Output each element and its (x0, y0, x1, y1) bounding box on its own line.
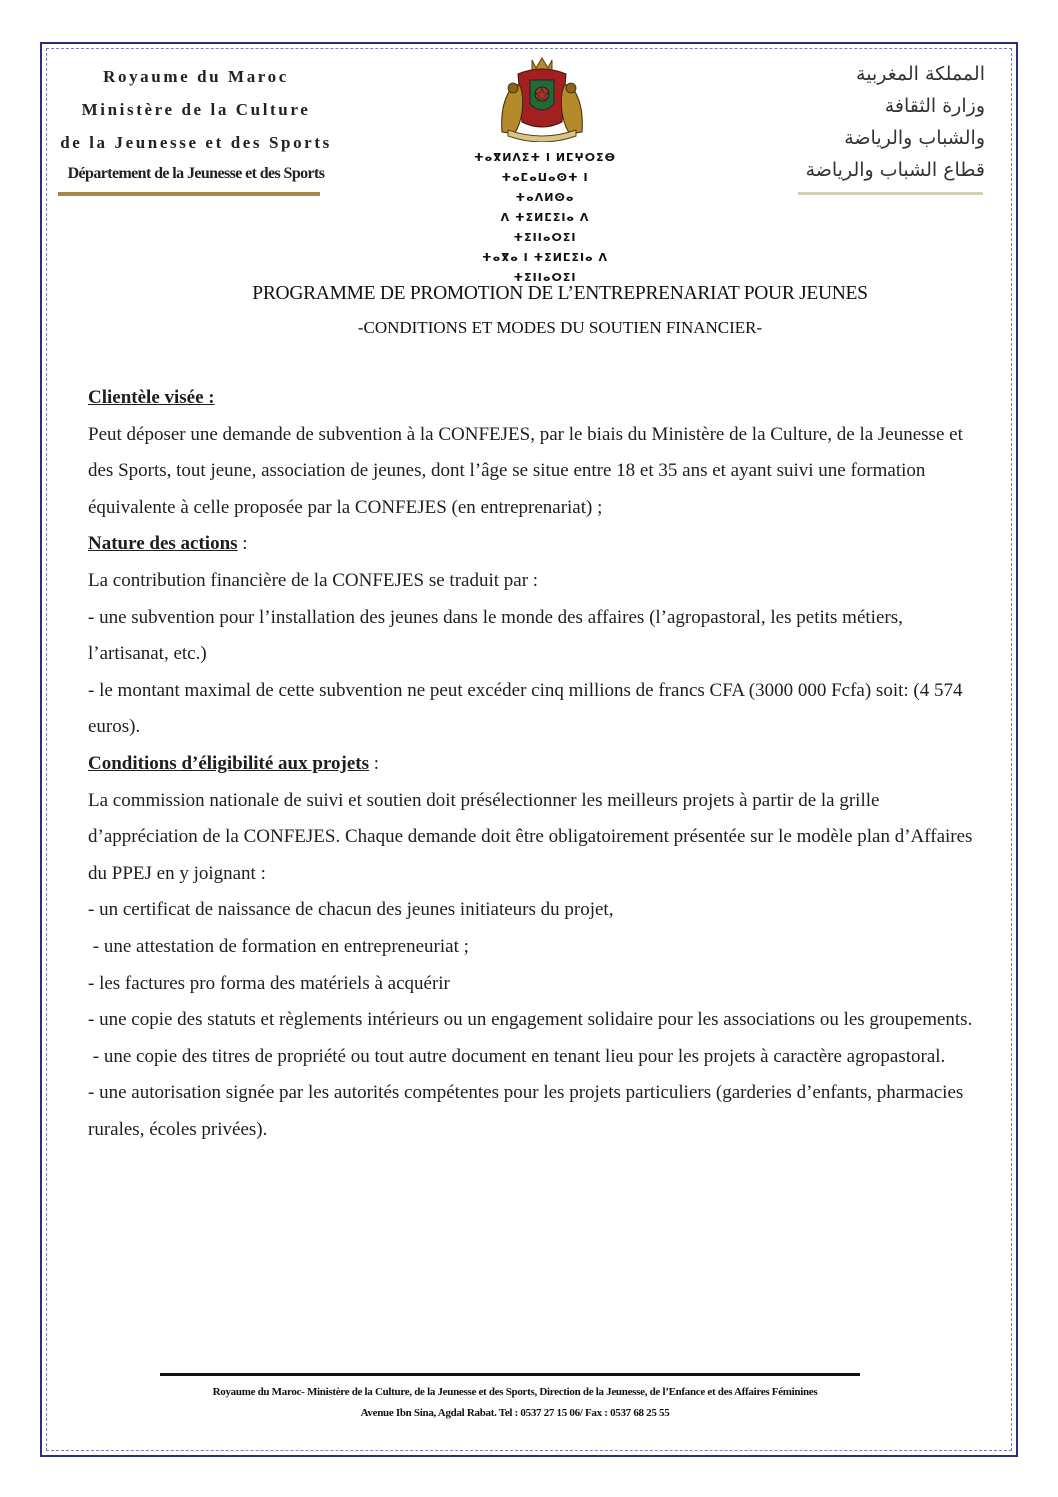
header-right-line-4: قطاع الشباب والرياضة (805, 159, 985, 181)
list-item: - un certificat de naissance de chacun des jeunes initiateurs du projet, (88, 899, 614, 921)
header-tifinagh (470, 148, 620, 288)
tifinagh-line-3: ⴷ ⵜⵉⵍⵎⵉⵏⴰ ⴷ ⵜⵉⵏⵏⴰⵔⵉⵏ (500, 211, 590, 244)
header-left (58, 60, 334, 189)
list-item: - le montant maximal de cette subvention ne peut excéder cinq millions de francs CFA (3000 000 Fcfa) soit: (4 574 euros). (88, 679, 963, 738)
header-left-rule (58, 192, 320, 196)
footer-rule (160, 1373, 860, 1376)
document-body (88, 380, 973, 1148)
section-heading-conditions (88, 746, 973, 783)
document-subtitle: -CONDITIONS ET MODES DU SOUTIEN FINANCIER- (357, 318, 763, 337)
paragraph-conditions-intro: La commission nationale de suivi et soutien doit présélectionner les meilleurs projets à partir de la grille d’appréciation de la CONFEJES. Chaque demande doit être obligatoirement présentée sur le modèle plan d’Affaires du PPEJ en y joignant : (88, 789, 973, 884)
header-left-line-3: de la Jeunesse et des Sports (60, 133, 332, 152)
header-right-line-2: وزارة الثقافة (884, 95, 985, 117)
section-heading-clientele (88, 380, 973, 417)
list-item: - une copie des statuts et règlements intérieurs ou un engagement solidaire pour les associations ou les groupements. (88, 1009, 973, 1031)
heading-conditions-suffix: : (368, 752, 380, 774)
header-left-line-2: Ministère de la Culture (81, 100, 311, 119)
paragraph-clientele: Peut déposer une demande de subvention à la CONFEJES, par le biais du Ministère de la Culture, de la Jeunesse et des Sports, tout jeune, association de jeunes, dont l’âge se situe entre 18 et 35 ans et ayant suivi une formation équivalente à celle proposée par la CONFEJES (en entreprenariat) ; (88, 423, 963, 518)
footer (120, 1382, 910, 1424)
heading-nature-suffix: : (237, 533, 248, 555)
section-heading-nature (88, 526, 973, 563)
tifinagh-line-1: ⵜⴰⴳⵍⴷⵉⵜ ⵏ ⵍⵎⵖⵔⵉⴱ (473, 151, 616, 164)
tifinagh-line-4: ⵜⴰⴳⴰ ⵏ ⵜⵉⵍⵎⵉⵏⴰ ⴷ ⵜⵉⵏⵏⴰⵔⵉⵏ (481, 251, 608, 284)
list-item: - une autorisation signée par les autorités compétentes pour les projets particuliers (garderies d’enfants, pharmacies rurales, écoles privées). (88, 1082, 964, 1140)
header-right-rule (798, 192, 983, 195)
header-right-line-1: المملكة المغربية (856, 63, 985, 85)
list-item: - les factures pro forma des matériels à acquérir (88, 972, 450, 994)
paragraph-nature-intro: La contribution financière de la CONFEJES se traduit par : (88, 569, 539, 591)
heading-clientele: Clientèle visée : (88, 387, 215, 408)
footer-address-line-2: Avenue Ibn Sina, Agdal Rabat. Tel : 0537 27 15 06/ Fax : 0537 68 25 55 (360, 1407, 670, 1419)
heading-nature: Nature des actions (88, 533, 238, 555)
document-title: PROGRAMME DE PROMOTION DE L’ENTREPRENARIAT POUR JEUNES (252, 283, 868, 304)
heading-conditions: Conditions d’éligibilité aux projets (88, 752, 369, 774)
header-right (780, 58, 985, 186)
moroccan-coat-of-arms-icon (496, 56, 588, 142)
list-item: - une copie des titres de propriété ou tout autre document en tenant lieu pour les projets à caractère agropastoral. (88, 1045, 946, 1067)
list-item: - une subvention pour l’installation des jeunes dans le monde des affaires (l’agropastoral, les petits métiers, l’artisanat, etc.) (88, 606, 903, 665)
tifinagh-line-2: ⵜⴰⵎⴰⵡⴰⵙⵜ ⵏ ⵜⴰⴷⵍⵙⴰ (501, 171, 589, 204)
list-item: - une attestation de formation en entrepreneuriat ; (88, 935, 469, 957)
header-right-line-3: والشباب والرياضة (844, 127, 985, 149)
header-left-line-1: Royaume du Maroc (103, 67, 289, 86)
header-department: Département de la Jeunesse et des Sports (67, 165, 325, 182)
footer-address-line-1: Royaume du Maroc- Ministère de la Culture, de la Jeunesse et des Sports, Direction de la Jeunesse, de l’Enfance et des Affaires Féminines (212, 1386, 818, 1398)
